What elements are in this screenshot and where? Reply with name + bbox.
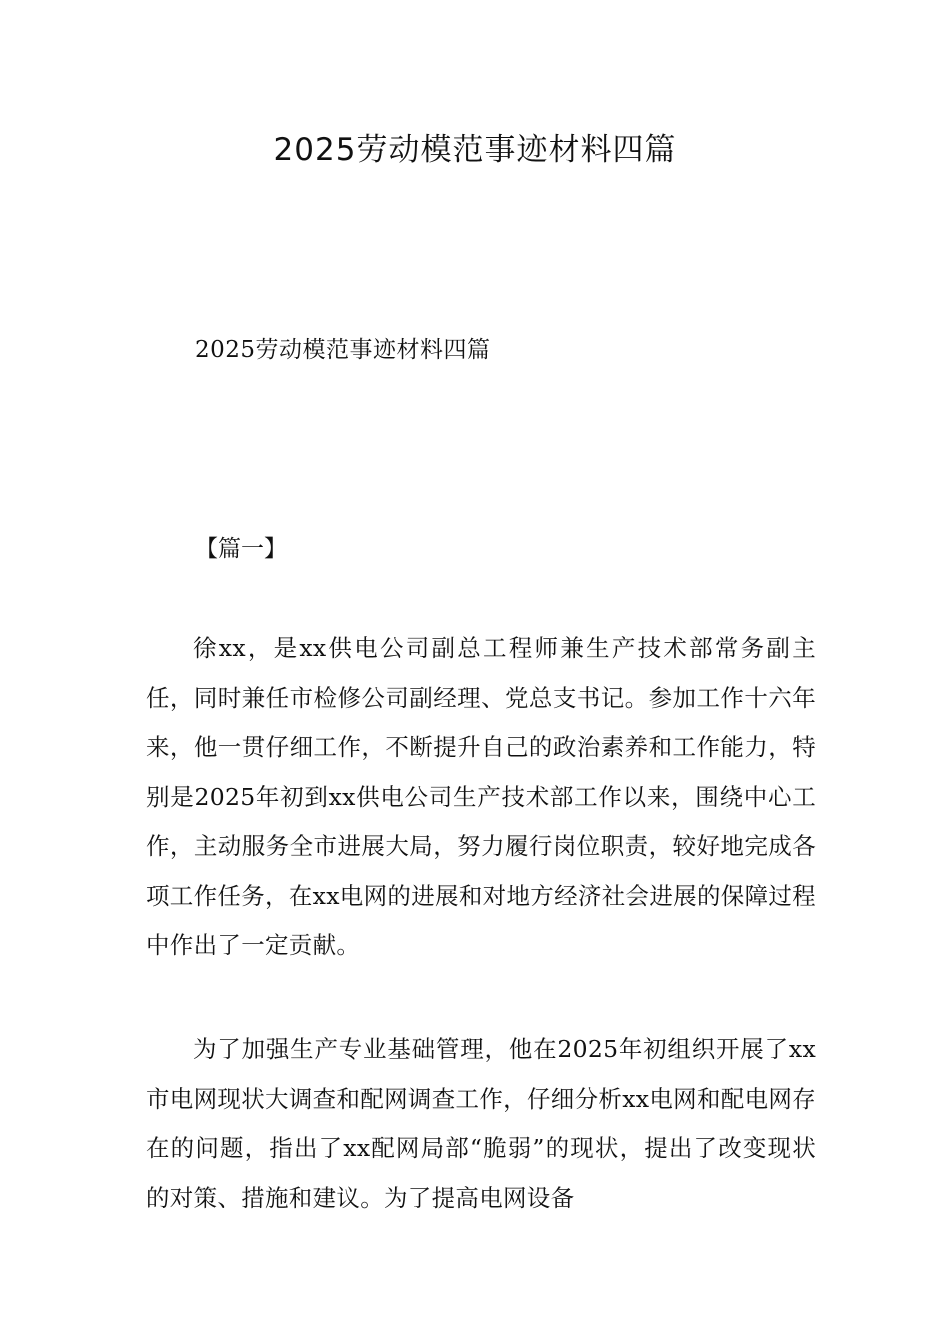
document-title: 2025劳动模范事迹材料四篇 [273, 132, 677, 168]
document-subtitle: 2025劳动模范事迹材料四篇 [195, 337, 491, 363]
section-heading: 【篇一】 [195, 536, 287, 562]
body-paragraph-2: 为了加强生产专业基础管理，他在2025年初组织开展了xx市电网现状大调查和配网调查工作，仔细分析xx电网和配电网存在的问题，指出了xx配网局部“脆弱”的现状，提出了改变现状的对策、措施和建议。为了提高电网设备 [146, 1035, 816, 1212]
body-paragraph-1: 徐xx，是xx供电公司副总工程师兼生产技术部常务副主任，同时兼任市检修公司副经理、党总支书记。参加工作十六年来，他一贯仔细工作，不断提升自己的政治素养和工作能力，特别是2025年初到xx供电公司生产技术部工作以来，围绕中心工作，主动服务全市进展大局，努力履行岗位职责，较好地完成各项工作任务，在xx电网的进展和对地方经济社会进展的保障过程中作出了一定贡献。 [146, 634, 816, 959]
